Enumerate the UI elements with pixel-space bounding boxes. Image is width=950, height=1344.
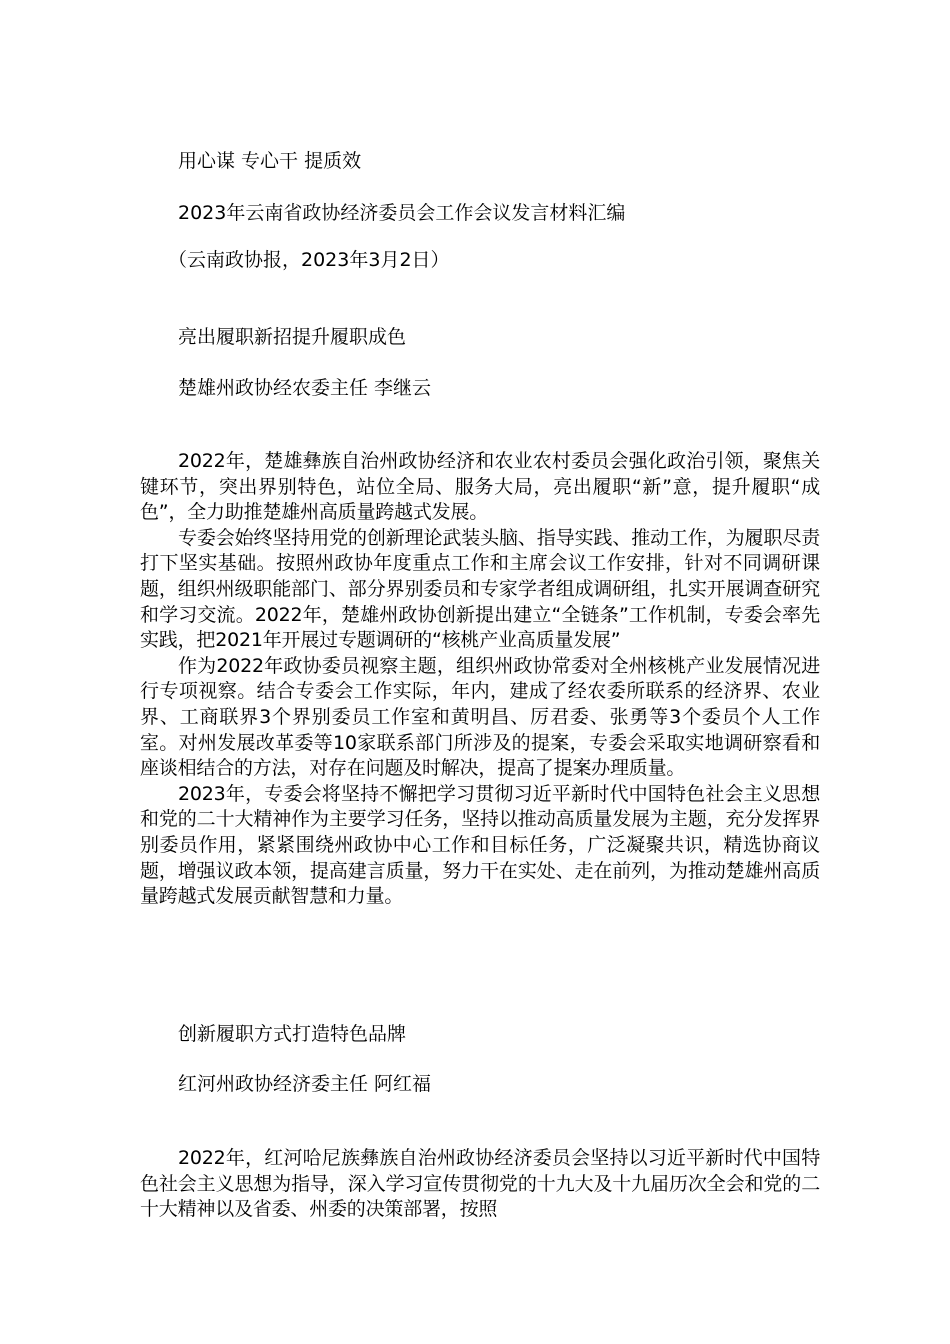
section1-author: 楚雄州政协经农委主任 李继云 [178,377,432,399]
section2-author: 红河州政协经济委主任 阿红福 [178,1073,432,1095]
paragraph: 2023年，专委会将坚持不懈把学习贯彻习近平新时代中国特色社会主义思想和党的二十大精神作为主要学习任务，坚持以推动高质量发展为主题，充分发挥界别委员作用，紧紧围绕州政协中心工作和目标任务，广泛凝聚共识，精选协商议题，增强议政本领，提高建言质量，努力干在实处、走在前列，为推动楚雄州高质量跨越式发展贡献智慧和力量。 [140,782,820,908]
section2-body [140,1146,820,1223]
collection-title: 2023年云南省政协经济委员会工作会议发言材料汇编 [178,202,626,224]
paragraph: 专委会始终坚持用党的创新理论武装头脑、指导实践、推动工作，为履职尽责打下坚实基础。按照州政协年度重点工作和主席会议工作安排，针对不同调研课题，组织州级职能部门、部分界别委员和专家学者组成调研组，扎实开展调查研究和学习交流。2022年，楚雄州政协创新提出建立“全链条”工作机制，专委会率先实践，把2021年开展过专题调研的“核桃产业高质量发展” [140,526,820,652]
paragraph: 2022年，红河哈尼族彝族自治州政协经济委员会坚持以习近平新时代中国特色社会主义思想为指导，深入学习宣传贯彻党的十九大及十九届历次全会和党的二十大精神以及省委、州委的决策部署，按照 [140,1147,820,1221]
source-line: （云南政协报，2023年3月2日） [168,249,450,271]
paragraph: 2022年，楚雄彝族自治州政协经济和农业农村委员会强化政治引领，聚焦关键环节，突出界别特色，站位全局、服务大局，亮出履职“新”意，提升履职“成色”，全力助推楚雄州高质量跨越式发展。 [140,450,820,524]
section1-body [140,449,820,910]
paragraph: 作为2022年政协委员视察主题，组织州政协常委对全州核桃产业发展情况进行专项视察。结合专委会工作实际，年内，建成了经农委所联系的经济界、农业界、工商联界3个界别委员工作室和黄明昌、厉君委、张勇等3个委员个人工作室。对州发展改革委等10家联系部门所涉及的提案，专委会采取实地调研察看和座谈相结合的方法，对存在问题及时解决，提高了提案办理质量。 [140,654,820,780]
section1-title: 亮出履职新招提升履职成色 [178,326,407,348]
slogan-heading: 用心谋 专心干 提质效 [178,150,362,172]
section2-title: 创新履职方式打造特色品牌 [178,1023,407,1045]
